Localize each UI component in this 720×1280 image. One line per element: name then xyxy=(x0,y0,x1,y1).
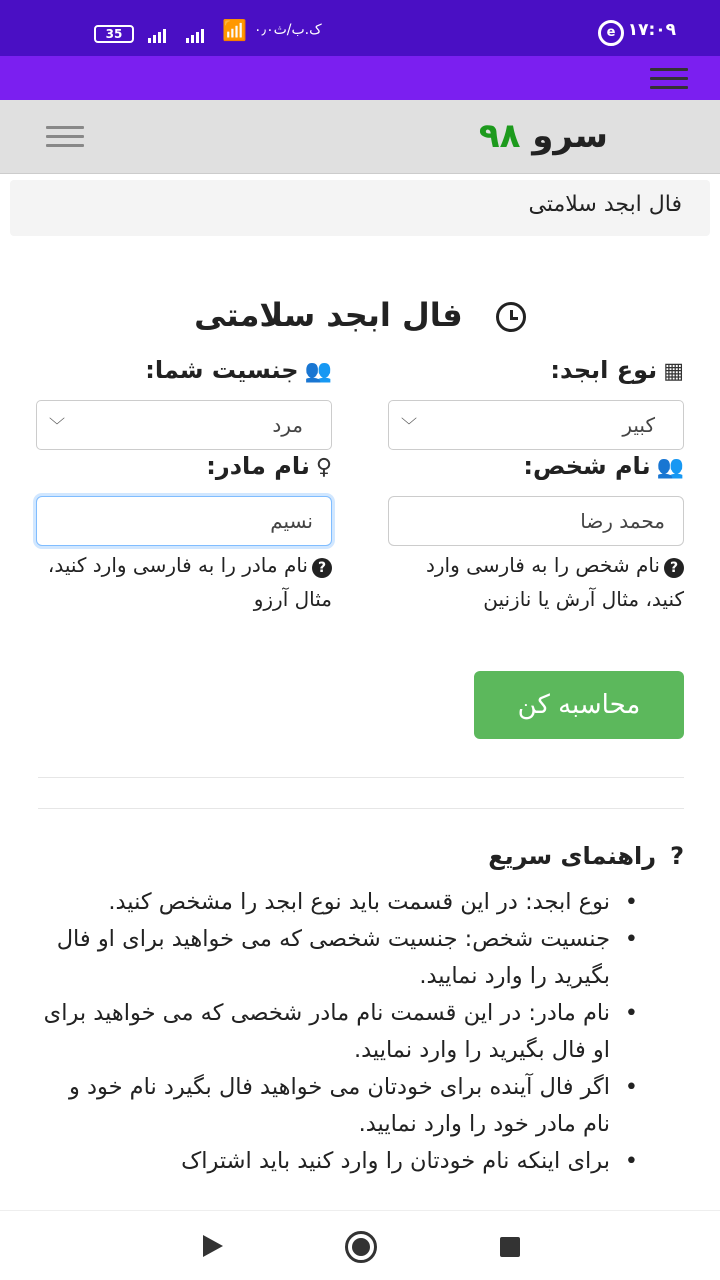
site-header xyxy=(0,100,720,174)
app-notification-icon: e xyxy=(598,20,624,46)
menu-icon[interactable] xyxy=(650,68,688,90)
status-bar xyxy=(0,0,720,56)
question-icon: ? xyxy=(670,842,684,870)
users-icon: 👥 xyxy=(656,455,684,480)
page-title xyxy=(0,296,720,334)
clock-icon xyxy=(496,302,526,332)
person-name-label: 👥نام شخص: xyxy=(523,452,684,480)
abjad-type-select[interactable] xyxy=(388,400,684,450)
mother-name-help: ?نام مادر را به فارسی وارد کنید، مثال آرزو xyxy=(47,553,332,611)
gender-group xyxy=(36,356,332,450)
guide-list xyxy=(40,884,640,1180)
list-item: • اگر فال آینده برای خودتان می خواهید فال بگیرد نام خود و نام مادر خود را وارد نمایید. xyxy=(40,1069,640,1143)
list-item: • نام مادر: در این قسمت نام مادر شخصی که می خواهید برای او فال بگیرید را وارد نمایید. xyxy=(40,995,640,1069)
logo-number: ۹۸ xyxy=(478,116,521,156)
mother-name-group xyxy=(36,452,332,616)
gender-value: مرد xyxy=(272,413,303,437)
list-item: • نوع ابجد: در این قسمت باید نوع ابجد را مشخص کنید. xyxy=(40,884,640,921)
wifi-icon: 📶 xyxy=(222,18,247,42)
site-logo[interactable] xyxy=(479,116,608,156)
chevron-down-icon: ﹀ xyxy=(49,416,66,435)
question-circle-icon: ? xyxy=(312,558,332,578)
abjad-type-label: ▦نوع ابجد: xyxy=(550,356,684,384)
site-menu-icon[interactable] xyxy=(46,126,84,148)
users-icon: 👥 xyxy=(304,359,332,384)
gender-select[interactable] xyxy=(36,400,332,450)
person-name-group xyxy=(388,452,684,616)
calculator-icon: ▦ xyxy=(663,359,684,384)
abjad-type-value: کبیر xyxy=(622,413,655,437)
person-name-help: ?نام شخص را به فارسی وارد کنید، مثال آرش یا نازنین xyxy=(425,553,684,611)
breadcrumb: فال ابجد سلامتی xyxy=(10,180,710,236)
female-icon: ♀ xyxy=(315,455,332,480)
list-item: • جنسیت شخص: جنسیت شخصی که می خواهید برای او فال بگیرید را وارد نمایید. xyxy=(40,921,640,995)
gender-label: 👥جنسیت شما: xyxy=(145,356,332,384)
battery-icon: 35 xyxy=(94,25,134,43)
network-speed: ۰٫۰ک.ب/ث xyxy=(254,22,322,38)
app-toolbar xyxy=(0,56,720,100)
person-name-input[interactable] xyxy=(388,496,684,546)
navigation-bar xyxy=(0,1210,720,1280)
calculate-button[interactable]: محاسبه کن xyxy=(474,671,684,739)
logo-text: سرو xyxy=(532,116,608,156)
list-item: • برای اینکه نام خودتان را وارد کنید باید اشتراک xyxy=(40,1143,640,1180)
home-icon[interactable] xyxy=(345,1231,377,1263)
mother-name-label: ♀نام مادر: xyxy=(206,452,332,480)
recent-apps-icon[interactable] xyxy=(500,1237,520,1257)
divider xyxy=(38,808,684,809)
signal-icon xyxy=(186,24,206,42)
status-time: ۱۷:۰۹ xyxy=(627,20,676,40)
back-icon[interactable] xyxy=(203,1235,223,1257)
divider xyxy=(38,777,684,778)
page-title-text: فال ابجد سلامتی xyxy=(194,296,463,334)
chevron-down-icon: ﹀ xyxy=(401,416,418,435)
signal-icon xyxy=(148,24,168,42)
abjad-type-group xyxy=(388,356,684,450)
question-circle-icon: ? xyxy=(664,558,684,578)
guide-title: ?راهنمای سریع xyxy=(488,842,684,870)
mother-name-input[interactable] xyxy=(36,496,332,546)
